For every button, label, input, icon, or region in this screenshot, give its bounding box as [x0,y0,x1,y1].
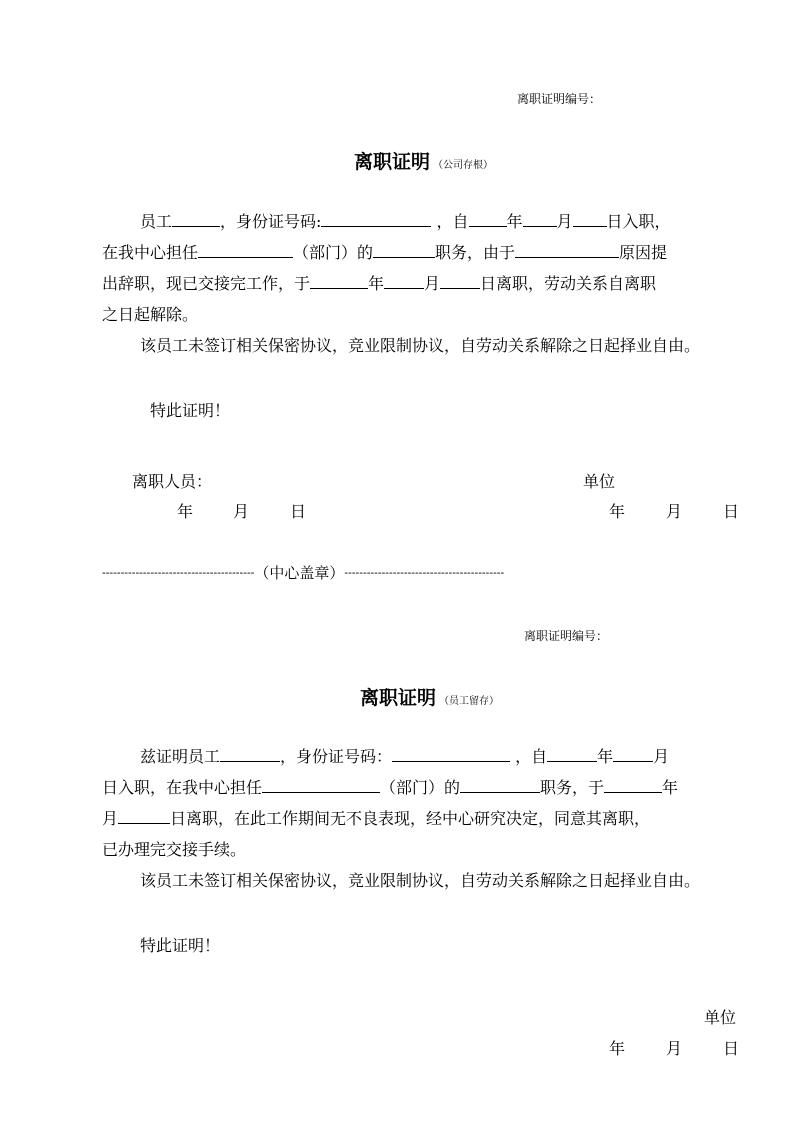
stub-date-right-year: 年 [609,502,626,521]
employee-blank-dept [262,775,380,793]
employee-text-from: ，自 [510,747,548,766]
employee-text-year: 年 [597,747,614,766]
stub-blank-id [321,209,431,227]
stub-text-job: 职务，由于 [435,243,516,262]
employee-text-noncompete: 该员工未签订相关保密协议，竞业限制协议，自劳动关系解除之日起择业自由。 [140,871,701,890]
stub-blank-leave-year [310,271,368,289]
stub-blank-year [469,209,507,227]
stub-date-right-month: 月 [666,502,683,521]
separator-label: （中心盖章） [254,564,345,582]
stub-blank-reason [515,240,619,258]
employee-blank-id [392,744,510,762]
stub-blank-leave-month [384,271,424,289]
stub-text-from: ，自 [431,212,469,231]
stub-text-employee: 员工 [140,212,173,231]
stub-text-id: ，身份证号码: [220,212,322,231]
separator-dashes-left: ----------------------------------------- [102,566,255,579]
stub-paragraph-2 [102,330,722,361]
stub-text-position: 在我中心担任 [102,243,199,262]
employee-date-year: 年 [609,1039,626,1058]
stub-text-leave-day: 日离职，劳动关系自离职 [480,274,657,293]
employee-serial-label: 离职证明编号： [524,629,609,643]
stub-unit-label: 单位 [583,472,616,491]
stub-text-resign: 出辞职，现已交接完工作，于 [102,274,311,293]
employee-title-text: 离职证明 [360,687,437,709]
stub-date-right-day: 日 [723,502,740,521]
stub-text-day-join: 日入职， [606,212,671,231]
employee-blank-leave-year [604,775,662,793]
employee-blank-year [547,744,597,762]
stub-serial-label: 离职证明编号： [517,92,602,106]
stub-blank-job [373,240,435,258]
stub-certify: 特此证明！ [150,401,231,420]
employee-text-job: 职务，于 [540,778,605,797]
employee-date-day: 日 [723,1039,740,1058]
employee-certify: 特此证明！ [140,936,221,955]
employee-date-month: 月 [666,1039,683,1058]
employee-paragraph-2 [102,865,722,896]
employee-text-month: 月 [653,747,670,766]
employee-text-certify-employee: 兹证明员工 [140,747,221,766]
stub-leaver-label: 离职人员： [132,472,213,491]
stub-paragraph-1 [102,206,742,330]
employee-blank-name [220,744,280,762]
employee-subtitle: （员工留存） [439,696,500,707]
stub-blank-leave-day [440,271,480,289]
stub-blank-name [172,209,220,227]
employee-blank-leave-day [118,806,170,824]
employee-text-leave-month: 月 [102,809,119,828]
employee-unit-label: 单位 [704,1008,737,1027]
stub-date-left-year: 年 [177,502,194,521]
stub-text-dept: （部门）的 [293,243,374,262]
employee-text-id: ，身份证号码： [280,747,393,766]
employee-text-join-position: 日入职，在我中心担任 [102,778,263,797]
employee-paragraph-1 [102,741,742,865]
stub-text-noncompete: 该员工未签订相关保密协议，竞业限制协议，自劳动关系解除之日起择业自由。 [140,336,701,355]
employee-title [360,683,499,710]
stub-date-left-day: 日 [290,502,307,521]
employee-text-leave-day: 日离职，在此工作期间无不良表现，经中心研究决定，同意其离职， [170,809,651,828]
employee-blank-month [613,744,653,762]
stub-subtitle: （公司存根） [433,160,494,171]
stub-text-leave-year: 年 [368,274,385,293]
stub-text-year: 年 [506,212,523,231]
separator-dashes-right: ------------------------------------------- [344,566,505,579]
stub-text-month: 月 [556,212,573,231]
employee-text-leave-year: 年 [662,778,679,797]
stub-text-release: 之日起解除。 [102,305,199,324]
employee-text-dept: （部门）的 [380,778,461,797]
employee-blank-job [460,775,540,793]
employee-text-handover: 已办理完交接手续。 [102,840,247,859]
seal-separator [102,562,716,583]
stub-blank-month [523,209,557,227]
stub-title [354,147,493,174]
stub-blank-dept [198,240,293,258]
stub-date-left-month: 月 [233,502,250,521]
stub-title-text: 离职证明 [354,151,431,173]
stub-blank-day [573,209,607,227]
stub-text-reason: 原因提 [619,243,668,262]
stub-text-leave-month: 月 [424,274,441,293]
